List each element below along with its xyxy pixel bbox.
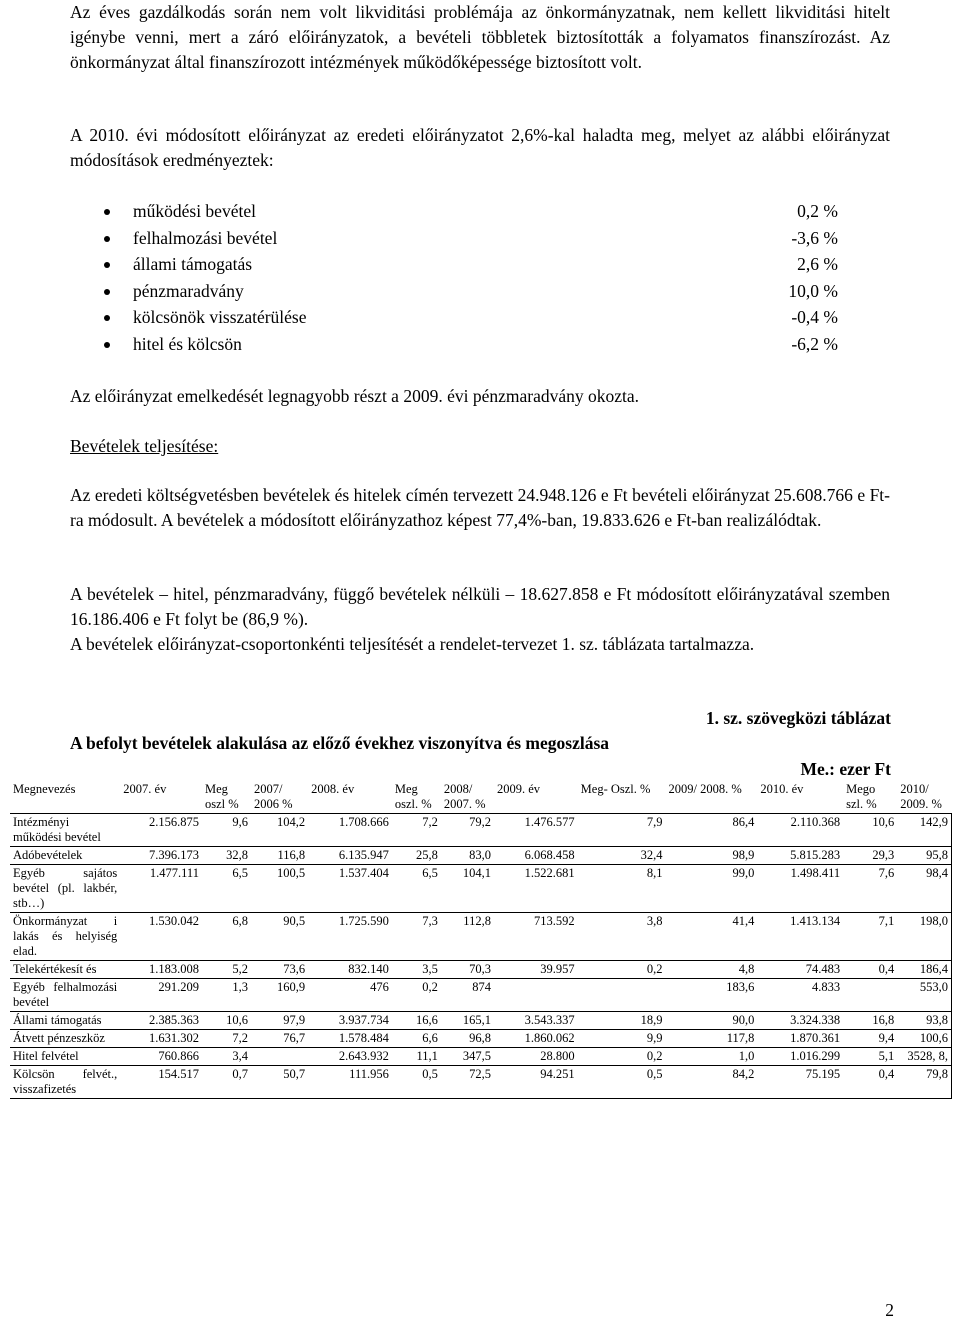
table-cell: 7,1 [843,913,897,961]
list-item-value: -3,6 % [791,227,838,248]
column-header: Meg oszl. % [394,782,432,811]
table-cell: 4,8 [665,961,757,979]
table-cell: 112,8 [441,913,494,961]
table-row [10,1066,952,1099]
table-reference: 1. sz. szövegközi táblázat [705,708,891,728]
table-cell: 3,5 [392,961,441,979]
section-paragraph-3: A bevételek előirányzat-csoportonkénti teljesítését a rendelet-tervezet 1. sz. táblázata tartalmazza. [70,634,755,654]
table-cell: 75.195 [757,1066,843,1099]
table-cell: 1,0 [665,1048,757,1066]
table-cell: 6,5 [202,865,251,913]
table-cell: 10,6 [843,814,897,847]
table-cell: 1.708.666 [308,814,392,847]
table-cell: 99,0 [665,865,757,913]
table-cell: 16,6 [392,1012,441,1030]
table-cell [251,1048,308,1066]
table-cell: 6,8 [202,913,251,961]
table-cell: 347,5 [441,1048,494,1066]
list-item-value: -0,4 % [791,307,838,328]
table-cell: 2.110.368 [757,814,843,847]
table-row [10,814,952,847]
table-cell: 95,8 [897,847,951,865]
list-item-value: 2,6 % [797,254,838,275]
table-cell: 0,4 [843,961,897,979]
table-cell: 98,9 [665,847,757,865]
list-item [70,278,870,305]
table-cell: 83,0 [441,847,494,865]
column-header: 2008. év [311,782,355,796]
table-cell: 160,9 [251,979,308,1012]
after-bullets-text: Az előirányzat emelkedését legnagyobb részt a 2009. évi pénzmaradvány okozta. [70,386,639,406]
table-cell: 96,8 [441,1030,494,1048]
table-cell: 1.631.302 [120,1030,202,1048]
section-heading: Bevételek teljesítése: [70,436,219,456]
table-cell: 86,4 [665,814,757,847]
row-label: Telekértékesít és [10,961,120,979]
table-cell: 9,9 [578,1030,666,1048]
table-cell: 476 [308,979,392,1012]
bullet-icon [104,315,110,321]
list-item-label: működési bevétel [133,201,256,221]
table-cell: 79,8 [897,1066,951,1099]
table-cell: 74.483 [757,961,843,979]
revenue-table [10,781,952,1099]
list-item-label: pénzmaradvány [133,280,244,301]
table-cell: 10,6 [202,1012,251,1030]
table-cell: 72,5 [441,1066,494,1099]
table-cell: 25,8 [392,847,441,865]
table-cell: 760.866 [120,1048,202,1066]
table-cell: 32,4 [578,847,666,865]
table-cell: 1.860.062 [494,1030,578,1048]
table-cell: 1.725.590 [308,913,392,961]
table-cell: 1.530.042 [120,913,202,961]
table-cell: 7,2 [202,1030,251,1048]
table-cell: 5.815.283 [757,847,843,865]
table-cell: 1,3 [202,979,251,1012]
table-cell: 1.870.361 [757,1030,843,1048]
table-cell: 1.498.411 [757,865,843,913]
modification-list [70,198,870,358]
column-header: 2009. év [496,782,541,796]
table-cell: 1.413.134 [757,913,843,961]
list-item-label: állami támogatás [133,254,253,275]
table-cell: 28.800 [494,1048,578,1066]
bullet-icon [104,209,110,215]
column-header: Meg- Oszl. % [580,782,651,796]
table-cell: 98,4 [897,865,951,913]
table-cell: 90,0 [665,1012,757,1030]
list-item [70,331,870,358]
table-cell: 0,2 [578,1048,666,1066]
page-number: 2 [885,1300,894,1320]
column-header: 2010. év [760,782,804,796]
row-label: Egyéb felhalmozási bevétel [10,979,120,1012]
table-cell: 32,8 [202,847,251,865]
table-cell: 2.385.363 [120,1012,202,1030]
row-label: Állami támogatás [10,1012,120,1030]
row-label: Önkormányzat i lakás és helyiség elad. [10,913,120,961]
column-header: 2010/ 2009. % [900,782,942,811]
table-cell: 7,9 [578,814,666,847]
table-cell: 1.477.111 [120,865,202,913]
table-cell: 104,1 [441,865,494,913]
table-cell: 154.517 [120,1066,202,1099]
table-row [10,913,952,961]
table-row [10,1048,952,1066]
table-row [10,1030,952,1048]
table-cell: 100,6 [897,1030,951,1048]
table-cell: 1.578.484 [308,1030,392,1048]
table-cell: 832.140 [308,961,392,979]
table-cell: 3.543.337 [494,1012,578,1030]
table-cell: 0,5 [578,1066,666,1099]
section-paragraph-1: Az eredeti költségvetésben bevételek és hitelek címén tervezett 24.948.126 e Ft bevételi előirányzat 25.608.766 e Ft-ra módosult. A bevételek a módosított előirányzathoz képest 77,4%-ban, 19.833.626 e Ft-ban realizálódtak. [70,485,890,530]
table-cell: 291.209 [120,979,202,1012]
row-label: Átvett pénzeszköz [10,1030,120,1048]
table-cell: 1.522.681 [494,865,578,913]
table-unit: Me.: ezer Ft [800,759,891,779]
list-item-value: 10,0 % [788,280,838,301]
table-cell: 97,9 [251,1012,308,1030]
table-cell: 0,7 [202,1066,251,1099]
table-cell: 874 [441,979,494,1012]
table-cell: 6.135.947 [308,847,392,865]
table-cell: 4.833 [757,979,843,1012]
table-cell: 70,3 [441,961,494,979]
row-label: Hitel felvétel [10,1048,120,1066]
table-row [10,865,952,913]
column-header: 2009/ 2008. % [668,782,742,796]
table-cell: 94.251 [494,1066,578,1099]
table-cell: 0,2 [392,979,441,1012]
section-paragraph-2: A bevételek – hitel, pénzmaradvány, függő bevételek nélküli – 18.627.858 e Ft módosított előirányzatával szemben 16.186.406 e Ft folyt be (86,9 %). [70,584,890,629]
table-row [10,1012,952,1030]
table-cell: 713.592 [494,913,578,961]
table-cell: 7,2 [392,814,441,847]
table-cell: 142,9 [897,814,951,847]
column-header: 2008/ 2007. % [443,782,486,811]
bullet-icon [104,289,110,295]
table-cell: 1.476.577 [494,814,578,847]
table-cell: 6,5 [392,865,441,913]
list-item-value: 0,2 % [797,201,838,221]
list-item [70,304,870,331]
table-cell: 5,1 [843,1048,897,1066]
table-cell: 0,4 [843,1066,897,1099]
table-cell: 100,5 [251,865,308,913]
list-item [70,251,870,278]
intro-paragraph-1: Az éves gazdálkodás során nem volt likviditási problémája az önkormányzatnak, nem kellett likviditási hitelt igénybe venni, mert a záró előirányzatok, a bevételi többletek biztosították a folyamatos finanszírozást. Az önkormányzat által finanszírozott intézmények működőképessége biztosított volt. [70,2,890,72]
table-cell: 11,1 [392,1048,441,1066]
table-header-row [10,781,952,814]
table-cell: 6,6 [392,1030,441,1048]
table-cell: 29,3 [843,847,897,865]
table-cell: 8,1 [578,865,666,913]
table-cell: 73,6 [251,961,308,979]
table-cell: 111.956 [308,1066,392,1099]
table-title: A befolyt bevételek alakulása az előző évekhez viszonyítva és megoszlása [70,733,610,753]
table-cell: 3,4 [202,1048,251,1066]
column-header: 2007/ 2006 % [253,782,293,811]
column-header: Mego szl. % [846,782,877,811]
table-cell: 0,5 [392,1066,441,1099]
table-cell: 79,2 [441,814,494,847]
table-cell [494,979,578,1012]
row-label: Kölcsön felvét., visszafizetés [10,1066,120,1099]
table-cell: 84,2 [665,1066,757,1099]
table-cell: 2.156.875 [120,814,202,847]
table-cell: 0,2 [578,961,666,979]
table-cell: 18,9 [578,1012,666,1030]
table-cell: 50,7 [251,1066,308,1099]
table-cell: 1.016.299 [757,1048,843,1066]
list-item [70,225,870,252]
table-cell: 3528, 8, [897,1048,951,1066]
row-label: Egyéb sajátos bevétel (pl. lakbér, stb…) [10,865,120,913]
table-cell: 6.068.458 [494,847,578,865]
list-item-label: kölcsönök visszatérülése [133,307,307,328]
table-cell: 39.957 [494,961,578,979]
row-label: Intézményi működési bevétel [10,814,120,847]
table-cell: 3.937.734 [308,1012,392,1030]
table-row [10,961,952,979]
table-cell: 7,3 [392,913,441,961]
column-header: Meg oszl % [204,782,239,811]
list-item-label: hitel és kölcsön [133,333,242,354]
table-cell: 183,6 [665,979,757,1012]
table-cell: 198,0 [897,913,951,961]
intro-paragraph-2: A 2010. évi módosított előirányzat az eredeti előirányzatot 2,6%-kal haladta meg, melyet az alábbi előirányzat módosítások eredményeztek: [70,125,890,170]
table-cell [578,979,666,1012]
table-cell: 553,0 [897,979,951,1012]
table-cell: 76,7 [251,1030,308,1048]
bullet-icon [104,342,110,348]
list-item-label: felhalmozási bevétel [133,227,278,248]
table-cell: 9,4 [843,1030,897,1048]
list-item [70,198,870,225]
table-row [10,979,952,1012]
table-cell: 3.324.338 [757,1012,843,1030]
table-cell: 90,5 [251,913,308,961]
table-cell: 5,2 [202,961,251,979]
table-row [10,847,952,865]
column-header: 2007. év [123,782,167,796]
bullet-icon [104,236,110,242]
table-cell: 3,8 [578,913,666,961]
table-cell: 117,8 [665,1030,757,1048]
table-cell: 104,2 [251,814,308,847]
table-cell: 1.537.404 [308,865,392,913]
table-cell: 165,1 [441,1012,494,1030]
row-label: Adóbevételek [10,847,120,865]
table-cell: 7.396.173 [120,847,202,865]
table-cell: 7,6 [843,865,897,913]
table-cell: 2.643.932 [308,1048,392,1066]
list-item-value: -6,2 % [791,333,838,354]
table-cell: 93,8 [897,1012,951,1030]
table-cell: 16,8 [843,1012,897,1030]
table-cell: 186,4 [897,961,951,979]
column-header: Megnevezés [13,782,76,796]
table-cell: 41,4 [665,913,757,961]
bullet-icon [104,262,110,268]
table-cell: 116,8 [251,847,308,865]
table-cell [843,979,897,1012]
table-cell: 9,6 [202,814,251,847]
table-cell: 1.183.008 [120,961,202,979]
